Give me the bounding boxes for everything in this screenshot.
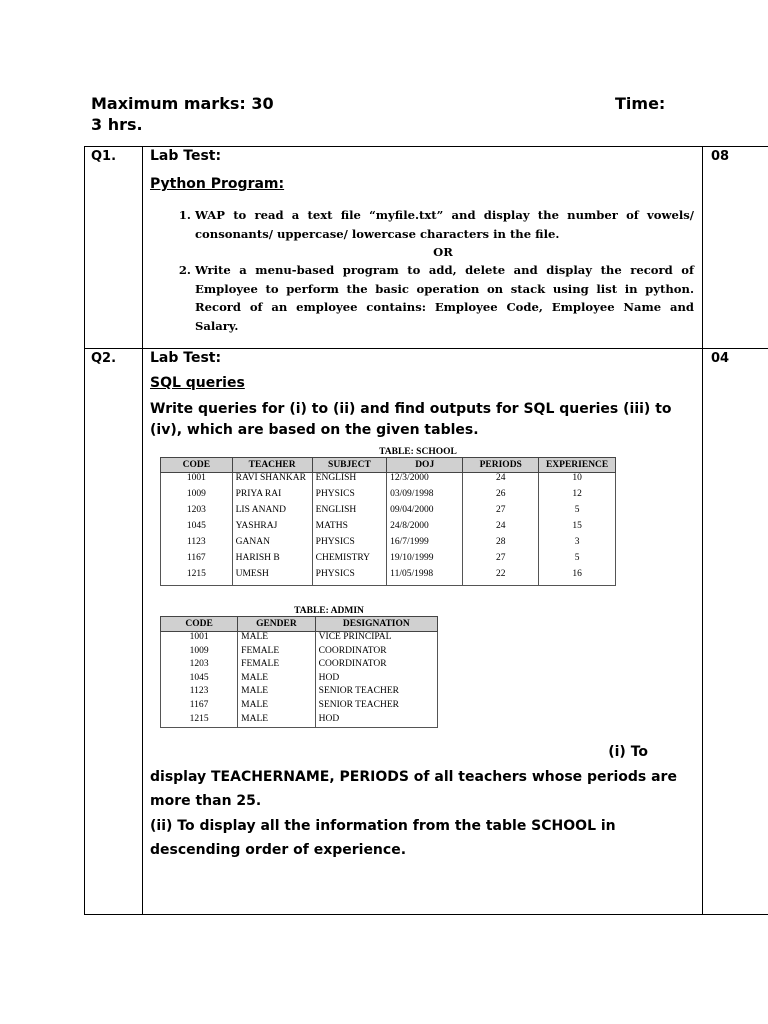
query-list [150,740,696,863]
table-cell: 1045 [161,521,233,537]
question-subheading: Python Program: [150,176,285,192]
table-cell: 09/04/2000 [387,505,463,521]
school-table-block [160,447,616,586]
table-cell: 1167 [161,553,233,569]
table-row [161,473,616,490]
question-marks: 04 [703,349,768,915]
question-table [84,146,768,915]
table-cell: CHEMISTRY [312,553,387,569]
question-body [143,147,703,349]
column-header: DESIGNATION [315,617,437,632]
table-cell: 26 [463,489,539,505]
table-cell: 03/09/1998 [387,489,463,505]
table-caption: TABLE: SCHOOL [379,447,457,457]
table-cell: 1203 [161,659,238,673]
table-cell: GANAN [232,537,312,553]
table-cell: SENIOR TEACHER [315,700,437,714]
table-cell: PHYSICS [312,537,387,553]
table-cell: HARISH B [232,553,312,569]
table-cell: FEMALE [238,646,316,660]
query-ii-text: (ii) To display all the information from the table SCHOOL in descending order of experience. [150,817,616,859]
table-cell: 24 [463,521,539,537]
table-cell: 5 [539,553,616,569]
table-cell: 1203 [161,505,233,521]
table-cell: 19/10/1999 [387,553,463,569]
table-cell: LIS ANAND [232,505,312,521]
table-row [161,632,438,646]
task-item: 2. Write a menu-based program to add, delete and display the record of Employee to perform the basic operation on stack using list in python. Record of an employee contains: Employee Code, Employee Name and Salary. [195,261,696,335]
table-cell: 28 [463,537,539,553]
table-cell: 1123 [161,686,238,700]
question-row-q2 [85,349,768,915]
school-table [160,457,616,586]
table-row [161,489,616,505]
question-heading: Lab Test: [150,148,222,164]
table-cell: 1001 [161,473,233,490]
table-cell: HOD [315,714,437,728]
table-cell: 1045 [161,673,238,687]
table-cell: 11/05/1998 [387,569,463,586]
table-cell: 1167 [161,700,238,714]
table-cell: COORDINATOR [315,659,437,673]
question-number: Q2. [85,349,143,915]
table-cell: 1123 [161,537,233,553]
or-separator: OR [433,245,453,259]
column-header: PERIODS [463,458,539,473]
table-cell: VICE PRINCIPAL [315,632,437,646]
question-row-q1 [85,147,768,349]
table-cell: MALE [238,673,316,687]
question-body [143,349,703,915]
table-cell: 3 [539,537,616,553]
table-cell: FEMALE [238,659,316,673]
query-i-text: display TEACHERNAME, PERIODS of all teachers whose periods are more than 25. [150,768,677,810]
table-cell: SENIOR TEACHER [315,686,437,700]
table-cell: MATHS [312,521,387,537]
max-marks: Maximum marks: 30 [91,94,274,113]
table-cell: 1009 [161,489,233,505]
table-row [161,521,616,537]
table-row [161,505,616,521]
task-list [150,206,696,243]
task-list [150,261,696,335]
column-header: EXPERIENCE [539,458,616,473]
table-row [161,659,438,673]
column-header: TEACHER [232,458,312,473]
table-cell: MALE [238,700,316,714]
table-cell: 27 [463,505,539,521]
question-marks: 08 [703,147,768,349]
table-cell: COORDINATOR [315,646,437,660]
table-cell: 15 [539,521,616,537]
column-header: DOJ [387,458,463,473]
table-cell: PHYSICS [312,489,387,505]
table-header-row [161,617,438,632]
table-cell: HOD [315,673,437,687]
table-cell: 1215 [161,569,233,586]
table-row [161,537,616,553]
table-cell: 1215 [161,714,238,728]
table-cell: 27 [463,553,539,569]
table-cell: MALE [238,714,316,728]
table-row [161,673,438,687]
table-row [161,569,616,586]
table-cell: 1009 [161,646,238,660]
table-cell: ENGLISH [312,473,387,490]
table-cell: RAVI SHANKAR [232,473,312,490]
table-row [161,686,438,700]
column-header: GENDER [238,617,316,632]
table-row [161,646,438,660]
table-cell: MALE [238,686,316,700]
table-cell: 10 [539,473,616,490]
table-cell: 1001 [161,632,238,646]
table-row [161,553,616,569]
table-caption: TABLE: ADMIN [294,606,364,616]
question-number: Q1. [85,147,143,349]
admin-table [160,616,438,728]
table-cell: 24/8/2000 [387,521,463,537]
question-subheading: SQL queries [150,375,245,391]
column-header: SUBJECT [312,458,387,473]
question-intro: Write queries for (i) to (ii) and find outputs for SQL queries (iii) to (iv), which are based on the given tables. [150,401,672,438]
table-cell: UMESH [232,569,312,586]
table-cell: 22 [463,569,539,586]
table-cell: 12 [539,489,616,505]
table-cell: 16/7/1999 [387,537,463,553]
query-i-label: (i) To [608,744,648,761]
table-row [161,714,438,728]
table-cell: ENGLISH [312,505,387,521]
table-cell: PHYSICS [312,569,387,586]
task-item: 1. WAP to read a text file “myfile.txt” and display the number of vowels/ consonants/ uppercase/ lowercase characters in the file. [195,206,696,243]
table-cell: 5 [539,505,616,521]
table-cell: YASHRAJ [232,521,312,537]
table-cell: MALE [238,632,316,646]
column-header: CODE [161,617,238,632]
question-heading: Lab Test: [150,350,222,366]
table-cell: PRIYA RAI [232,489,312,505]
admin-table-block [160,606,438,728]
table-cell: 16 [539,569,616,586]
table-cell: 24 [463,473,539,490]
table-header-row [161,458,616,473]
time-value: 3 hrs. [91,115,143,134]
time-label: Time: [615,94,666,113]
table-cell: 12/3/2000 [387,473,463,490]
table-row [161,700,438,714]
column-header: CODE [161,458,233,473]
